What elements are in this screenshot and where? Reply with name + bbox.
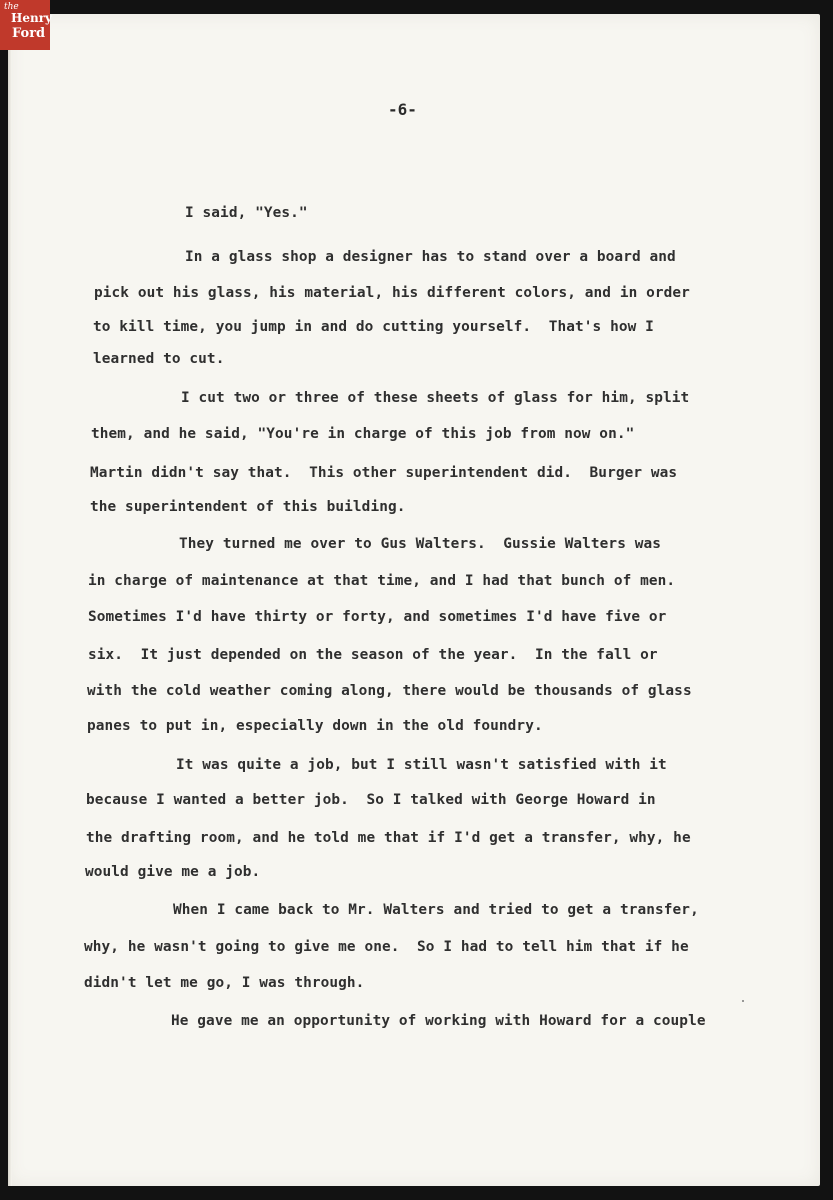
page-number: -6- xyxy=(388,100,417,119)
transcript-line: because I wanted a better job. So I talked with George Howard in xyxy=(86,792,656,808)
transcript-line: pick out his glass, his material, his different colors, and in order xyxy=(94,285,690,301)
transcript-line: Martin didn't say that. This other superintendent did. Burger was xyxy=(90,465,678,481)
transcript-line: them, and he said, "You're in charge of this job from now on." xyxy=(91,426,635,442)
transcript-line: I cut two or three of these sheets of glass for him, split xyxy=(181,390,690,406)
transcript-line: learned to cut. xyxy=(93,351,225,367)
logo-ford: Ford xyxy=(12,26,46,41)
transcript-line: the superintendent of this building. xyxy=(90,499,406,515)
stray-mark xyxy=(742,1000,744,1002)
transcript-line: He gave me an opportunity of working with Howard for a couple xyxy=(171,1013,706,1029)
transcript-line: When I came back to Mr. Walters and tried to get a transfer, xyxy=(173,902,699,918)
typewritten-page xyxy=(8,11,820,1186)
transcript-line: to kill time, you jump in and do cutting yourself. That's how I xyxy=(93,319,654,335)
transcript-line: six. It just depended on the season of the year. In the fall or xyxy=(88,647,658,663)
transcript-line: Sometimes I'd have thirty or forty, and sometimes I'd have five or xyxy=(88,609,667,625)
transcript-line: didn't let me go, I was through. xyxy=(84,975,365,991)
transcript-line: the drafting room, and he told me that if I'd get a transfer, why, he xyxy=(86,830,691,846)
logo-henry: Henry xyxy=(11,11,52,25)
transcript-line: would give me a job. xyxy=(85,864,261,880)
transcript-line: They turned me over to Gus Walters. Gussie Walters was xyxy=(179,536,662,552)
transcript-line: with the cold weather coming along, there would be thousands of glass xyxy=(87,683,692,699)
logo-the: the xyxy=(4,2,19,12)
transcript-line: In a glass shop a designer has to stand over a board and xyxy=(185,249,676,265)
henry-ford-logo xyxy=(0,0,50,50)
transcript-line: I said, "Yes." xyxy=(185,205,308,221)
transcript-line: in charge of maintenance at that time, and I had that bunch of men. xyxy=(88,573,676,589)
transcript-line: It was quite a job, but I still wasn't satisfied with it xyxy=(176,757,667,773)
page-edge xyxy=(8,14,12,1186)
transcript-line: why, he wasn't going to give me one. So I had to tell him that if he xyxy=(84,939,689,955)
transcript-line: panes to put in, especially down in the old foundry. xyxy=(87,718,543,734)
